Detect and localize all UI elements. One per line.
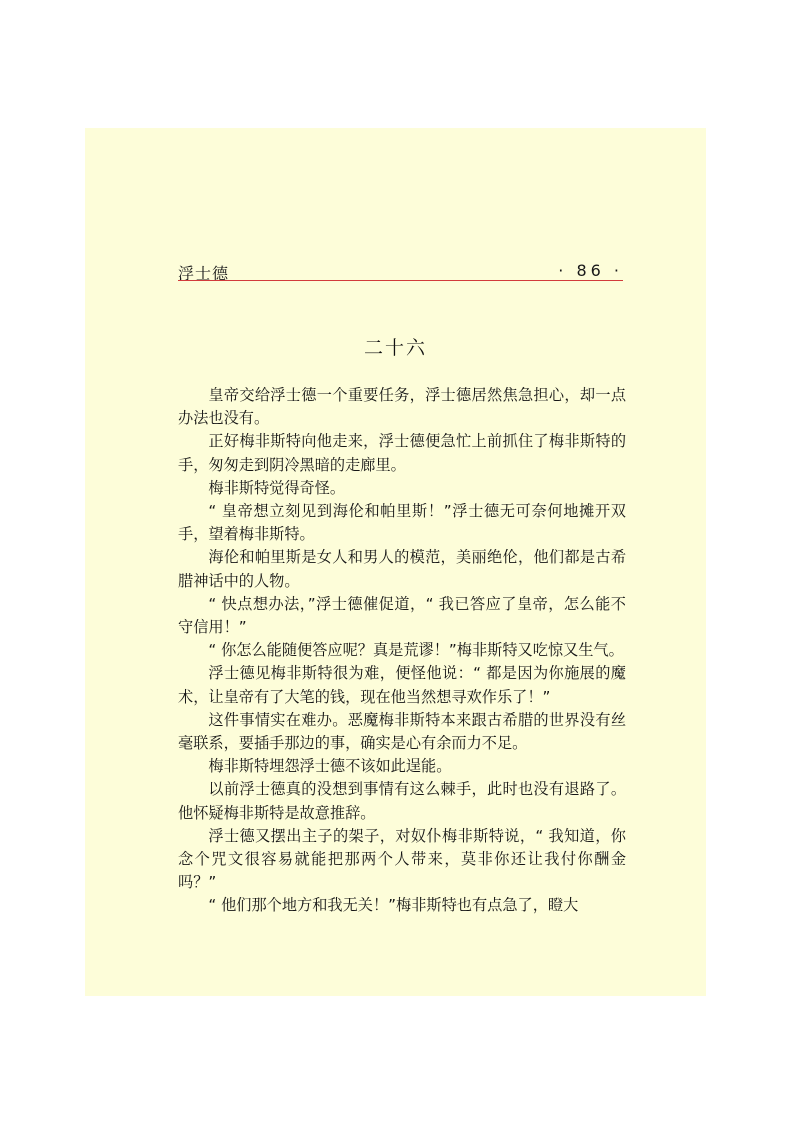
paragraph: 浮士德又摆出主子的架子，对奴仆梅非斯特说，“ 我知道，你念个咒文很容易就能把那两个人带来，莫非你还让我付你酬金吗？”: [178, 826, 626, 892]
paragraph: 这件事情实在难办。恶魔梅非斯特本来跟古希腊的世界没有丝毫联系，要插手那边的事，确实是心有余而力不足。: [178, 710, 626, 753]
paragraph: 正好梅非斯特向他走来，浮士德便急忙上前抓住了梅非斯特的手，匆匆走到阴冷黑暗的走廊里。: [178, 432, 626, 474]
paragraph: 浮士德见梅非斯特很为难，便怪他说：“ 都是因为你施展的魔术，让皇帝有了大笔的钱，现在他当然想寻欢作乐了！”: [178, 664, 626, 706]
paragraph: 皇帝交给浮士德一个重要任务，浮士德居然焦急担心，却一点办法也没有。: [178, 386, 626, 428]
paragraph: “ 他们那个地方和我无关！”梅非斯特也有点急了，瞪大: [208, 896, 579, 915]
paragraph: 以前浮士德真的没想到事情有这么棘手，此时也没有退路了。他怀疑梅非斯特是故意推辞。: [178, 780, 626, 822]
header-divider: [178, 280, 623, 281]
page-number: · 86 ·: [558, 261, 623, 280]
book-title: 浮士德: [178, 264, 230, 283]
book-page: [85, 128, 706, 996]
paragraph: 海伦和帕里斯是女人和男人的模范，美丽绝伦，他们都是古希腊神话中的人物。: [178, 548, 626, 590]
chapter-body: [178, 384, 626, 918]
paragraph: 梅非斯特埋怨浮士德不该如此逞能。: [208, 757, 452, 776]
chapter-title: 二十六: [363, 337, 427, 359]
paragraph: “ 皇帝想立刻见到海伦和帕里斯！”浮士德无可奈何地摊开双手，望着梅非斯特。: [178, 502, 626, 544]
running-header: [178, 261, 623, 281]
paragraph: “ 快点想办法，”浮士德催促道，“ 我已答应了皇帝，怎么能不守信用！”: [178, 594, 626, 637]
paragraph: “ 你怎么能随便答应呢？真是荒谬！”梅非斯特又吃惊又生气。: [208, 641, 624, 660]
paragraph: 梅非斯特觉得奇怪。: [208, 478, 346, 497]
